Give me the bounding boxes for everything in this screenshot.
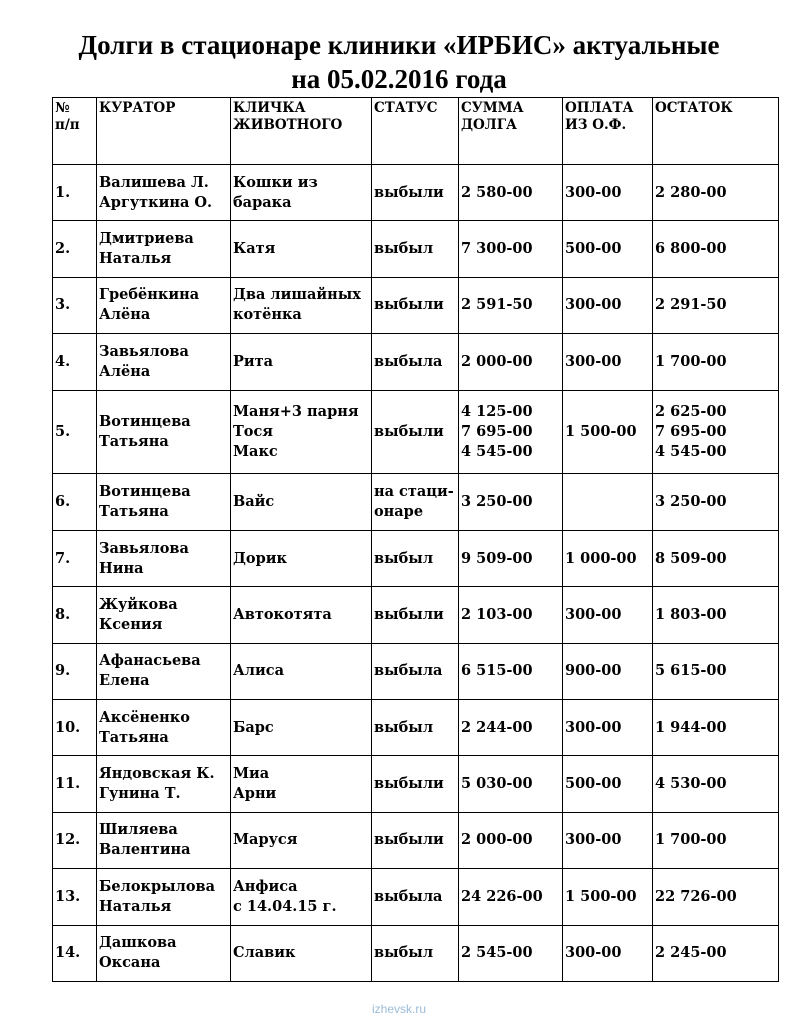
- animal-name-cell: Славик: [231, 925, 372, 981]
- animal-name-cell: Автокотята: [231, 587, 372, 643]
- curator-cell: Завьялова Алёна: [97, 334, 231, 390]
- table-row: [53, 165, 779, 221]
- curator-cell: Вотинцева Татьяна: [97, 390, 231, 474]
- header-num: № п/п: [53, 98, 97, 165]
- debt-amount-cell: 2 103-00: [459, 587, 563, 643]
- animal-name-cell: Дорик: [231, 530, 372, 586]
- remainder-cell: 8 509-00: [653, 530, 779, 586]
- title-line-2: на 05.02.2016 года: [291, 64, 507, 94]
- table-row: [53, 334, 779, 390]
- row-number-cell: 2.: [53, 221, 97, 277]
- row-number-cell: 8.: [53, 587, 97, 643]
- fund-payment-cell: 500-00: [563, 756, 653, 812]
- fund-payment-cell: 300-00: [563, 812, 653, 868]
- remainder-cell: 2 280-00: [653, 165, 779, 221]
- animal-name-cell: Анфиса с 14.04.15 г.: [231, 869, 372, 925]
- animal-name-cell: Барс: [231, 700, 372, 756]
- status-cell: выбыли: [372, 277, 459, 333]
- fund-payment-cell: 300-00: [563, 587, 653, 643]
- curator-cell: Вотинцева Татьяна: [97, 474, 231, 530]
- remainder-cell: 22 726-00: [653, 869, 779, 925]
- curator-cell: Завьялова Нина: [97, 530, 231, 586]
- table-row: [53, 587, 779, 643]
- table-row: [53, 643, 779, 699]
- animal-name-cell: Алиса: [231, 643, 372, 699]
- debt-amount-cell: 9 509-00: [459, 530, 563, 586]
- remainder-cell: 5 615-00: [653, 643, 779, 699]
- table-row: [53, 390, 779, 474]
- remainder-cell: 1 700-00: [653, 812, 779, 868]
- fund-payment-cell: 1 500-00: [563, 390, 653, 474]
- status-cell: выбыла: [372, 334, 459, 390]
- debts-table: [52, 97, 779, 982]
- table-row: [53, 869, 779, 925]
- debt-amount-cell: 6 515-00: [459, 643, 563, 699]
- table-row: [53, 700, 779, 756]
- curator-cell: Валишева Л. Аргуткина О.: [97, 165, 231, 221]
- row-number-cell: 10.: [53, 700, 97, 756]
- debt-amount-cell: 3 250-00: [459, 474, 563, 530]
- animal-name-cell: Два лишайных котёнка: [231, 277, 372, 333]
- fund-payment-cell: 1 000-00: [563, 530, 653, 586]
- animal-name-cell: Катя: [231, 221, 372, 277]
- debt-amount-cell: 2 580-00: [459, 165, 563, 221]
- remainder-cell: 1 700-00: [653, 334, 779, 390]
- curator-cell: Жуйкова Ксения: [97, 587, 231, 643]
- fund-payment-cell: 300-00: [563, 700, 653, 756]
- curator-cell: Афанасьева Елена: [97, 643, 231, 699]
- status-cell: выбыли: [372, 165, 459, 221]
- status-cell: выбыла: [372, 643, 459, 699]
- curator-cell: Гребёнкина Алёна: [97, 277, 231, 333]
- table-header-row: [53, 98, 779, 165]
- row-number-cell: 5.: [53, 390, 97, 474]
- curator-cell: Шиляева Валентина: [97, 812, 231, 868]
- status-cell: выбыл: [372, 925, 459, 981]
- status-cell: выбыл: [372, 530, 459, 586]
- watermark: izhevsk.ru: [371, 1002, 427, 1016]
- fund-payment-cell: 500-00: [563, 221, 653, 277]
- row-number-cell: 9.: [53, 643, 97, 699]
- remainder-cell: 6 800-00: [653, 221, 779, 277]
- table-row: [53, 474, 779, 530]
- debt-amount-cell: 2 000-00: [459, 334, 563, 390]
- status-cell: выбыли: [372, 587, 459, 643]
- table-row: [53, 925, 779, 981]
- curator-cell: Дмитриева Наталья: [97, 221, 231, 277]
- row-number-cell: 3.: [53, 277, 97, 333]
- table-row: [53, 756, 779, 812]
- animal-name-cell: Вайс: [231, 474, 372, 530]
- fund-payment-cell: 300-00: [563, 277, 653, 333]
- animal-name-cell: Маня+3 парня Тося Макс: [231, 390, 372, 474]
- curator-cell: Аксёненко Татьяна: [97, 700, 231, 756]
- animal-name-cell: Кошки из барака: [231, 165, 372, 221]
- debt-amount-cell: 2 000-00: [459, 812, 563, 868]
- remainder-cell: 1 944-00: [653, 700, 779, 756]
- fund-payment-cell: 1 500-00: [563, 869, 653, 925]
- row-number-cell: 11.: [53, 756, 97, 812]
- header-animal: КЛИЧКА ЖИВОТНОГО: [231, 98, 372, 165]
- fund-payment-cell: 300-00: [563, 334, 653, 390]
- curator-cell: Дашкова Оксана: [97, 925, 231, 981]
- debt-amount-cell: 2 545-00: [459, 925, 563, 981]
- table-row: [53, 530, 779, 586]
- debt-amount-cell: 24 226-00: [459, 869, 563, 925]
- header-debt: СУММА ДОЛГА: [459, 98, 563, 165]
- status-cell: выбыли: [372, 390, 459, 474]
- table-row: [53, 221, 779, 277]
- remainder-cell: 2 291-50: [653, 277, 779, 333]
- header-curator: КУРАТОР: [97, 98, 231, 165]
- curator-cell: Яндовская К. Гунина Т.: [97, 756, 231, 812]
- remainder-cell: 4 530-00: [653, 756, 779, 812]
- table-row: [53, 277, 779, 333]
- status-cell: выбыл: [372, 221, 459, 277]
- fund-payment-cell: 300-00: [563, 165, 653, 221]
- title-line-1: Долги в стационаре клиники «ИРБИС» актуальные: [78, 30, 720, 60]
- status-cell: выбыли: [372, 812, 459, 868]
- remainder-cell: 2 625-00 7 695-00 4 545-00: [653, 390, 779, 474]
- debt-amount-cell: 2 244-00: [459, 700, 563, 756]
- curator-cell: Белокрылова Наталья: [97, 869, 231, 925]
- row-number-cell: 6.: [53, 474, 97, 530]
- row-number-cell: 4.: [53, 334, 97, 390]
- row-number-cell: 14.: [53, 925, 97, 981]
- fund-payment-cell: [563, 474, 653, 530]
- row-number-cell: 7.: [53, 530, 97, 586]
- header-rest: ОСТАТОК: [653, 98, 779, 165]
- animal-name-cell: Маруся: [231, 812, 372, 868]
- table-row: [53, 812, 779, 868]
- remainder-cell: 2 245-00: [653, 925, 779, 981]
- header-paid: ОПЛАТА ИЗ О.Ф.: [563, 98, 653, 165]
- debt-amount-cell: 5 030-00: [459, 756, 563, 812]
- debt-amount-cell: 4 125-00 7 695-00 4 545-00: [459, 390, 563, 474]
- remainder-cell: 1 803-00: [653, 587, 779, 643]
- document-title: [0, 28, 798, 96]
- debt-amount-cell: 2 591-50: [459, 277, 563, 333]
- animal-name-cell: Миа Арни: [231, 756, 372, 812]
- fund-payment-cell: 300-00: [563, 925, 653, 981]
- status-cell: выбыла: [372, 869, 459, 925]
- row-number-cell: 12.: [53, 812, 97, 868]
- remainder-cell: 3 250-00: [653, 474, 779, 530]
- status-cell: выбыл: [372, 700, 459, 756]
- header-status: СТАТУС: [372, 98, 459, 165]
- status-cell: на стаци- онаре: [372, 474, 459, 530]
- row-number-cell: 13.: [53, 869, 97, 925]
- status-cell: выбыли: [372, 756, 459, 812]
- debt-amount-cell: 7 300-00: [459, 221, 563, 277]
- fund-payment-cell: 900-00: [563, 643, 653, 699]
- animal-name-cell: Рита: [231, 334, 372, 390]
- row-number-cell: 1.: [53, 165, 97, 221]
